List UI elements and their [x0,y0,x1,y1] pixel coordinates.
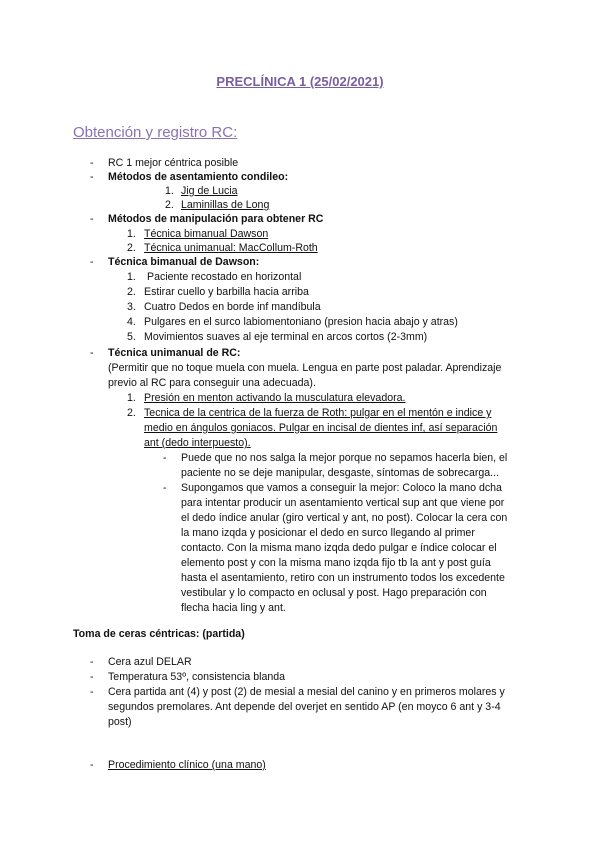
list-item-tecnica-unimanual-heading: Técnica unimanual de RC: [108,347,241,359]
paragraph-line: hasta el asentamiento, retiro con un instrumento todos los excedente [181,572,505,584]
list-number: 1. [165,185,174,197]
list-item-tecnica-bimanual-heading: Técnica bimanual de Dawson: [108,256,260,268]
list-number: 1. [127,228,136,240]
section-heading-obtencion: Obtención y registro RC: [73,124,238,141]
bullet-dash: - [90,686,94,698]
list-item-bimanual-step: Movimientos suaves al eje terminal en arcos cortos (2-3mm) [144,331,428,343]
list-item-bimanual-step: Estirar cuello y barbilla hacia arriba [144,286,309,298]
list-number: 2. [127,242,136,254]
list-item-temperatura: Temperatura 53º, consistencia blanda [108,671,286,683]
list-number: 2. [127,286,136,298]
paragraph-line: para intentar producir un asentamiento vertical sup ant que viene por [181,497,505,509]
paragraph-line: Cera partida ant (4) y post (2) de mesial a mesial del canino y en primeros molares y [108,686,505,698]
list-item-bimanual-step: Paciente recostado en horizontal [147,271,302,283]
bullet-dash: - [90,759,94,771]
paragraph-line: el dedo índice anular (giro vertical y ant, no post). Colocar la cera con [181,512,508,524]
bullet-dash: - [90,256,94,268]
list-item-metodos-manipulacion: Métodos de manipulación para obtener RC [108,213,324,225]
paragraph-line: flecha hacia ling y ant. [181,602,286,614]
paragraph-line: ant (dedo interpuesto). [144,437,251,449]
list-number: 4. [127,316,136,328]
paragraph-line: segundos premolares. Ant depende del overjet en sentido AP (en moyco 6 ant y 3-4 [108,701,501,713]
section-heading-toma-ceras: Toma de ceras céntricas: (partida) [73,628,245,640]
list-number: 2. [165,199,174,211]
paragraph-line: Puede que no nos salga la mejor porque no sepamos hacerla bien, el [181,452,508,464]
list-item-laminillas-long: Laminillas de Long [181,199,270,211]
paragraph-line: post) [108,716,132,728]
paragraph-line: medio en ángulos goniacos. Pulgar en incisal de dientes inf, así separación [144,422,498,434]
list-item-presion-menton: Presión en menton activando la musculatura elevadora. [144,392,406,404]
bullet-dash: - [90,671,94,683]
list-item-tecnica-unimanual: Técnica unimanual: MacCollum-Roth [144,242,318,254]
paragraph-line: (Permitir que no toque muela con muela. Lengua en parte post paladar. Aprendizaje [108,362,502,374]
list-number: 1. [127,392,136,404]
list-item-cera-azul: Cera azul DELAR [108,656,192,668]
list-item-metodos-asentamiento: Métodos de asentamiento condileo: [108,171,289,183]
bullet-dash: - [90,171,94,183]
bullet-dash: - [90,157,94,169]
list-item-bimanual-step: Pulgares en el surco labiomentoniano (presion hacia abajo y atras) [144,316,458,328]
paragraph-line: elemento post y con la misma mano izqda fijo tb la ant y post guía [181,557,491,569]
bullet-dash: - [90,347,94,359]
paragraph-line: la mano izqda y posicionar el dedo en surco llegando al primer [181,527,475,539]
list-number: 1. [127,271,136,283]
bullet-dash: - [90,656,94,668]
list-number: 3. [127,301,136,313]
paragraph-line: previo al RC para conseguir una adecuada). [108,377,316,389]
paragraph-line: Tecnica de la centrica de la fuerza de Roth: pulgar en el mentón e indice y [144,407,492,419]
page-title: PRECLÍNICA 1 (25/02/2021) [216,74,384,89]
list-number: 5. [127,331,136,343]
list-item-bimanual-step: Cuatro Dedos en borde inf mandíbula [144,301,321,313]
paragraph-line: contacto. Con la misma mano izqda dedo pulgar e índice colocar el [181,542,497,554]
list-item-rc1: RC 1 mejor céntrica posible [108,157,239,169]
paragraph-line: Supongamos que vamos a conseguir la mejor: Coloco la mano dcha [181,482,502,494]
bullet-dash: - [163,482,167,494]
bullet-dash: - [90,213,94,225]
list-item-procedimiento-clinico: Procedimiento clínico (una mano) [108,759,266,771]
list-item-tecnica-bimanual-dawson: Técnica bimanual Dawson [144,228,269,240]
paragraph-line: vestibular y lo compacto en oclusal y post. Hago preparación con [181,587,487,599]
list-item-jig-lucia: Jig de Lucia [181,185,238,197]
paragraph-line: paciente no se deje manipular, desgaste, síntomas de sobrecarga... [181,467,500,479]
list-number: 2. [127,407,136,419]
bullet-dash: - [163,452,167,464]
